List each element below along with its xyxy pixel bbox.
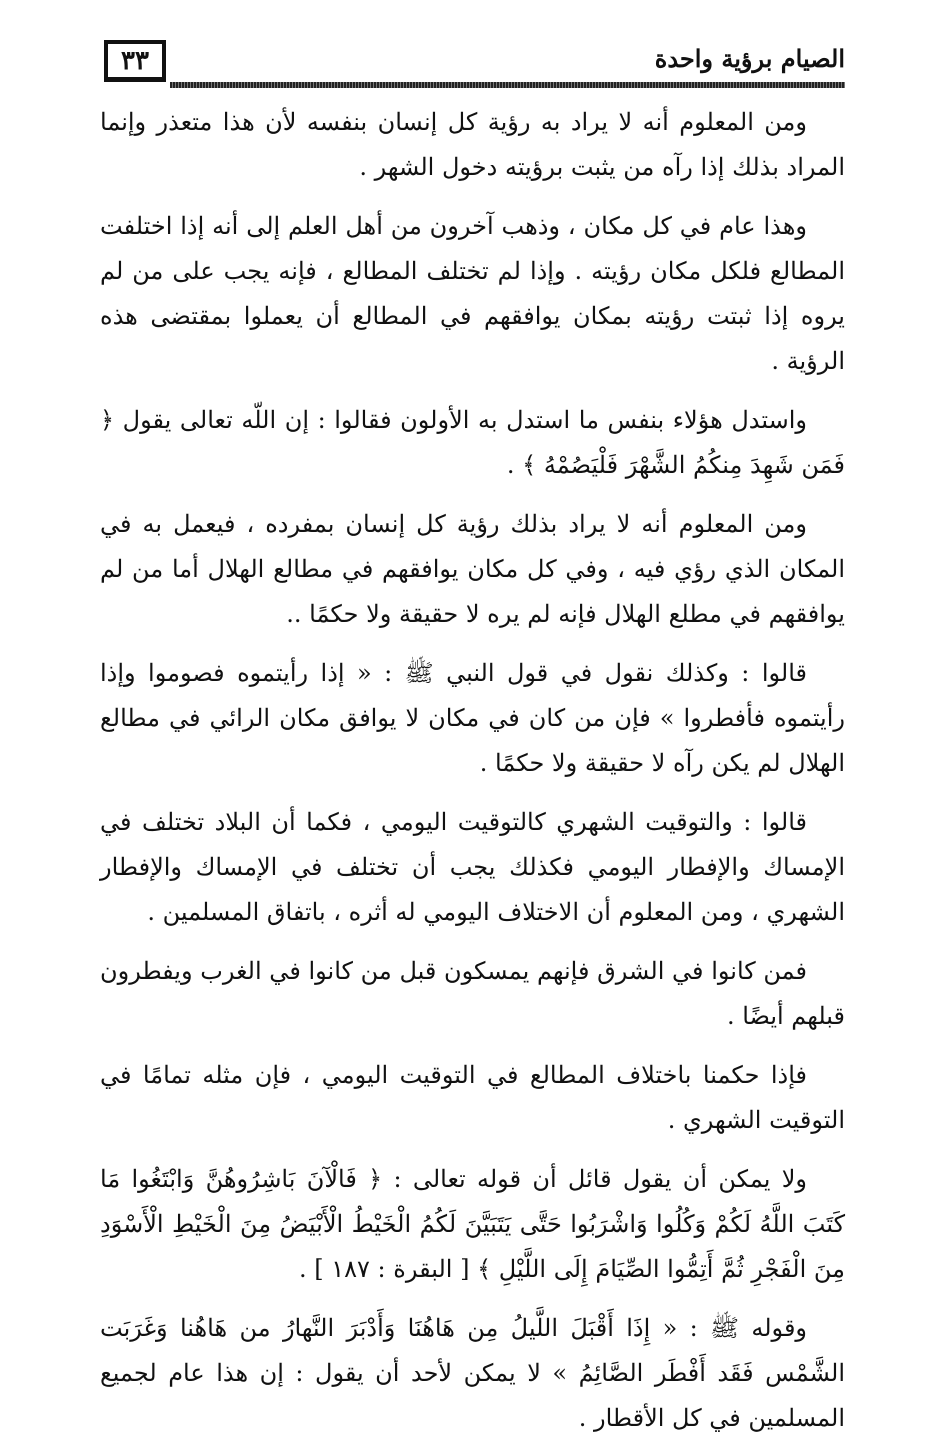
running-title: الصيام برؤية واحدة bbox=[654, 44, 845, 73]
paragraph-3: واستدل هؤلاء بنفس ما استدل به الأولون فقالوا : إن اللّه تعالى يقول ﴿ فَمَن شَهِدَ مِنكُمُ الشَّهْرَ فَلْيَصُمْهُ ﴾ . bbox=[100, 406, 845, 479]
page-number: ٣٣ bbox=[121, 45, 149, 76]
paragraph-6: قالوا : والتوقيت الشهري كالتوقيت اليومي ، فكما أن البلاد تختلف في الإمساك والإفطار اليومي فكذلك يجب أن تختلف في الإمساك والإفطار الشهري ، ومن المعلوم أن الاختلاف اليومي له أثره ، باتفاق المسلمين . bbox=[100, 808, 845, 926]
paragraph-7: فمن كانوا في الشرق فإنهم يمسكون قبل من كانوا في الغرب ويفطرون قبلهم أيضًا . bbox=[100, 957, 845, 1030]
paragraph-2: وهذا عام في كل مكان ، وذهب آخرون من أهل العلم إلى أنه إذا اختلفت المطالع فلكل مكان رؤيته . وإذا لم تختلف المطالع ، فإنه يجب على من لم يروه إذا ثبتت رؤيته بمكان يوافقهم في المطالع أن يعملوا بمقتضى هذه الرؤية . bbox=[100, 212, 845, 375]
page-number-box bbox=[104, 40, 166, 82]
header-rule bbox=[170, 82, 845, 88]
paragraph-9: ولا يمكن أن يقول قائل أن قوله تعالى : ﴿ فَالْآنَ بَاشِرُوهُنَّ وَابْتَغُوا مَا كَتَبَ اللَّهُ لَكُمْ وَكُلُوا وَاشْرَبُوا حَتَّى يَتَبَيَّنَ لَكُمُ الْخَيْطُ الْأَبْيَضُ مِنَ الْخَيْطِ الْأَسْوَدِ مِنَ الْفَجْرِ ثُمَّ أَتِمُّوا الصِّيَامَ إِلَى اللَّيْلِ ﴾ [ البقرة : ١٨٧ ] . bbox=[100, 1165, 845, 1283]
paragraph-10: وقوله ﷺ : « إِذَا أَقْبَلَ اللَّيلُ مِن هَاهُنَا وَأَدْبَرَ النَّهارُ من هَاهُنا وَغَرَبَت الشَّمْس فَقَد أَفْطَر الصَّائِمُ » لا يمكن لأحد أن يقول : إن هذا عام لجميع المسلمين في كل الأقطار . bbox=[100, 1314, 845, 1432]
paragraph-4: ومن المعلوم أنه لا يراد بذلك رؤية كل إنسان بمفرده ، فيعمل به في المكان الذي رؤي فيه ، وفي كل مكان يوافقهم في مطالع الهلال أما من لم يوافقهم في مطلع الهلال فإنه لم يره لا حقيقة ولا حكمًا .. bbox=[100, 510, 845, 628]
body-text bbox=[100, 100, 845, 1455]
paragraph-5: قالوا : وكذلك نقول في قول النبي ﷺ : « إذا رأيتموه فصوموا وإذا رأيتموه فأفطروا » فإن من كان في مكان لا يوافق مكان الرائي في مطالع الهلال لم يكن رآه لا حقيقة ولا حكمًا . bbox=[100, 659, 845, 777]
paragraph-1: ومن المعلوم أنه لا يراد به رؤية كل إنسان بنفسه لأن هذا متعذر وإنما المراد بذلك إذا رآه من يثبت برؤيته دخول الشهر . bbox=[100, 108, 845, 181]
paragraph-8: فإذا حكمنا باختلاف المطالع في التوقيت اليومي ، فإن مثله تمامًا في التوقيت الشهري . bbox=[100, 1061, 845, 1134]
page-header bbox=[100, 38, 845, 90]
